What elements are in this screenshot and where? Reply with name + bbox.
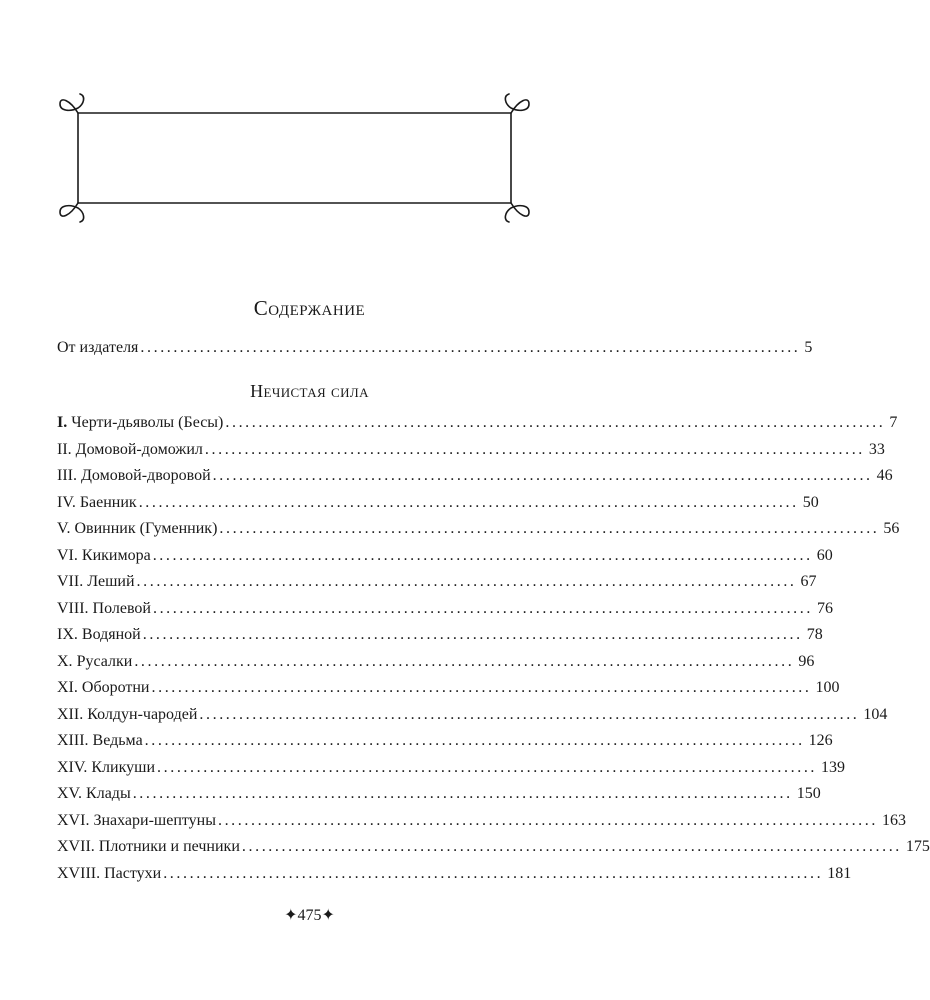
toc-leader: .................................................................................................... — [241, 838, 902, 855]
toc-entry[interactable] — [57, 808, 906, 834]
toc-entry-label — [57, 490, 139, 516]
toc-entry-page: 5 — [804, 339, 813, 356]
page-title: Содержание — [253, 296, 366, 320]
toc-entry[interactable] — [57, 516, 900, 542]
chapter-number: XII. — [57, 705, 84, 723]
toc-entry-page: 126 — [808, 732, 833, 749]
toc-entry[interactable] — [57, 755, 846, 781]
toc-entry-label — [57, 728, 145, 754]
toc-entry-label — [57, 755, 157, 781]
toc-entry-label — [57, 437, 205, 463]
toc-entry[interactable] — [57, 569, 817, 595]
toc-entry[interactable] — [57, 622, 823, 648]
toc-entry[interactable] — [57, 675, 840, 701]
page-number-footer — [0, 905, 619, 925]
toc-entry-page: 78 — [806, 626, 823, 643]
toc-leader: .................................................................................................... — [152, 546, 813, 564]
toc-entry-page: 100 — [815, 679, 840, 696]
toc-entry-page: 181 — [827, 864, 852, 882]
chapter-title: Леший — [83, 573, 135, 590]
toc-entry-label — [57, 543, 153, 569]
toc-leader: .................................................................................................... — [219, 520, 880, 537]
toc-entry-page: 163 — [881, 811, 906, 829]
chapter-number: IX. — [57, 626, 78, 643]
corner-flourish-bottom-right — [505, 203, 529, 222]
chapter-title: Черти-дьяволы (Бесы) — [67, 414, 224, 431]
toc-leader: .................................................................................................... — [157, 758, 818, 776]
toc-leader: .................................................................................................... — [204, 440, 865, 458]
toc-entry[interactable] — [57, 781, 821, 807]
toc-entry-label — [57, 463, 213, 489]
toc-entry[interactable] — [57, 490, 819, 516]
toc-entry-label — [57, 649, 134, 675]
toc-leader: .................................................................................................... — [151, 679, 812, 696]
chapter-number: XV. — [57, 785, 83, 802]
toc-entry-label — [57, 675, 152, 701]
toc-entry-page: 60 — [816, 546, 833, 564]
chapter-number: XIV. — [57, 758, 88, 776]
toc-entry[interactable] — [57, 702, 888, 728]
chapter-title: Плотники и печники — [94, 838, 240, 855]
chapter-title: Кликуши — [87, 758, 156, 776]
chapter-title: Знахари-шептуны — [89, 811, 216, 829]
ornament-icon-right: ✦ — [321, 907, 335, 924]
toc-entry-label — [57, 410, 225, 436]
toc-leader: .................................................................................................... — [132, 785, 793, 802]
toc-entry-page: 150 — [796, 785, 821, 802]
chapter-number: X. — [57, 652, 73, 670]
chapter-title: Ведьма — [88, 732, 143, 749]
toc-entry[interactable] — [57, 463, 893, 489]
toc-entry-label — [57, 702, 199, 728]
toc-entry-page: 96 — [798, 652, 815, 670]
toc-leader: .................................................................................................... — [212, 467, 873, 484]
toc-leader: .................................................................................................... — [134, 652, 795, 670]
toc-entry[interactable] — [57, 834, 930, 860]
chapter-title: Водяной — [77, 626, 141, 643]
toc-entry-label — [57, 622, 143, 648]
chapter-title: Баенник — [75, 493, 137, 511]
chapter-number: I. — [57, 414, 68, 431]
section-title: Нечистая сила — [250, 381, 369, 401]
chapter-title: Клады — [82, 785, 131, 802]
chapter-number: XIII. — [57, 732, 89, 749]
toc-leader: .................................................................................................... — [199, 705, 860, 723]
toc-entry[interactable] — [57, 861, 852, 887]
chapter-title: Полевой — [88, 599, 151, 617]
chapter-title: Овинник (Гуменник) — [70, 520, 218, 537]
toc-leader: .................................................................................................... — [217, 811, 878, 829]
toc-entry-intro[interactable] — [57, 335, 813, 361]
corner-flourish-bottom-left — [60, 203, 84, 222]
chapter-title: Кикимора — [77, 546, 151, 564]
toc-entry-label — [57, 861, 163, 887]
chapter-title: Колдун-чародей — [83, 705, 198, 723]
chapter-number: VIII. — [57, 599, 89, 617]
toc-entry-page: 7 — [889, 414, 898, 431]
toc-entry-page: 50 — [802, 493, 819, 511]
chapter-number: V. — [57, 520, 71, 537]
toc-leader: .................................................................................................... — [152, 599, 813, 617]
toc-entry-label — [57, 596, 153, 622]
corner-flourish-top-left — [60, 94, 84, 113]
toc-entry[interactable] — [57, 543, 833, 569]
toc-entry-label — [57, 781, 133, 807]
chapter-title: Оборотни — [77, 679, 150, 696]
toc-entry[interactable] — [57, 410, 898, 436]
toc-entry-page: 33 — [868, 440, 885, 458]
toc-leader: .................................................................................................... — [225, 414, 886, 431]
chapter-number: II. — [57, 440, 72, 458]
chapter-number: XVIII. — [57, 864, 101, 882]
toc-entry-page: 56 — [883, 520, 900, 537]
toc-leader: .................................................................................................... — [163, 864, 824, 882]
toc-entry-page: 46 — [876, 467, 893, 484]
chapter-number: VI. — [57, 546, 78, 564]
toc-entry-label — [57, 808, 218, 834]
ornament-icon-left: ✦ — [284, 907, 298, 924]
toc-entry[interactable] — [57, 649, 815, 675]
toc-entry-page: 76 — [816, 599, 833, 617]
toc-leader: .................................................................................................... — [136, 573, 797, 590]
chapter-title: Русалки — [72, 652, 133, 670]
toc-entry-label: От издателя — [57, 339, 139, 356]
toc-entry-label — [57, 834, 242, 860]
toc-leader: .................................................................................................... — [140, 339, 801, 356]
toc-entry-page: 175 — [905, 838, 930, 855]
toc-entry[interactable] — [57, 437, 885, 463]
page-number: 475 — [297, 907, 322, 924]
corner-flourish-top-right — [505, 94, 529, 113]
toc-leader: .................................................................................................... — [142, 626, 803, 643]
chapter-number: XVI. — [57, 811, 90, 829]
chapter-title: Домовой-дворовой — [76, 467, 211, 484]
chapter-title: Пастухи — [100, 864, 162, 882]
toc-entry[interactable] — [57, 728, 833, 754]
toc-entry-page: 67 — [800, 573, 817, 590]
decorative-frame — [0, 0, 619, 260]
toc-entry-page: 139 — [821, 758, 846, 776]
toc-entry-page: 104 — [863, 705, 888, 723]
chapter-number: XVII. — [57, 838, 95, 855]
chapter-number: III. — [57, 467, 77, 484]
chapter-number: VII. — [57, 573, 84, 590]
toc-entry-label — [57, 569, 137, 595]
toc-leader: .................................................................................................... — [138, 493, 799, 511]
toc-leader: .................................................................................................... — [144, 732, 805, 749]
chapter-number: IV. — [57, 493, 76, 511]
chapter-title: Домовой-доможил — [71, 440, 203, 458]
chapter-number: XI. — [57, 679, 78, 696]
toc-entry[interactable] — [57, 596, 833, 622]
toc-entry-label — [57, 516, 219, 542]
